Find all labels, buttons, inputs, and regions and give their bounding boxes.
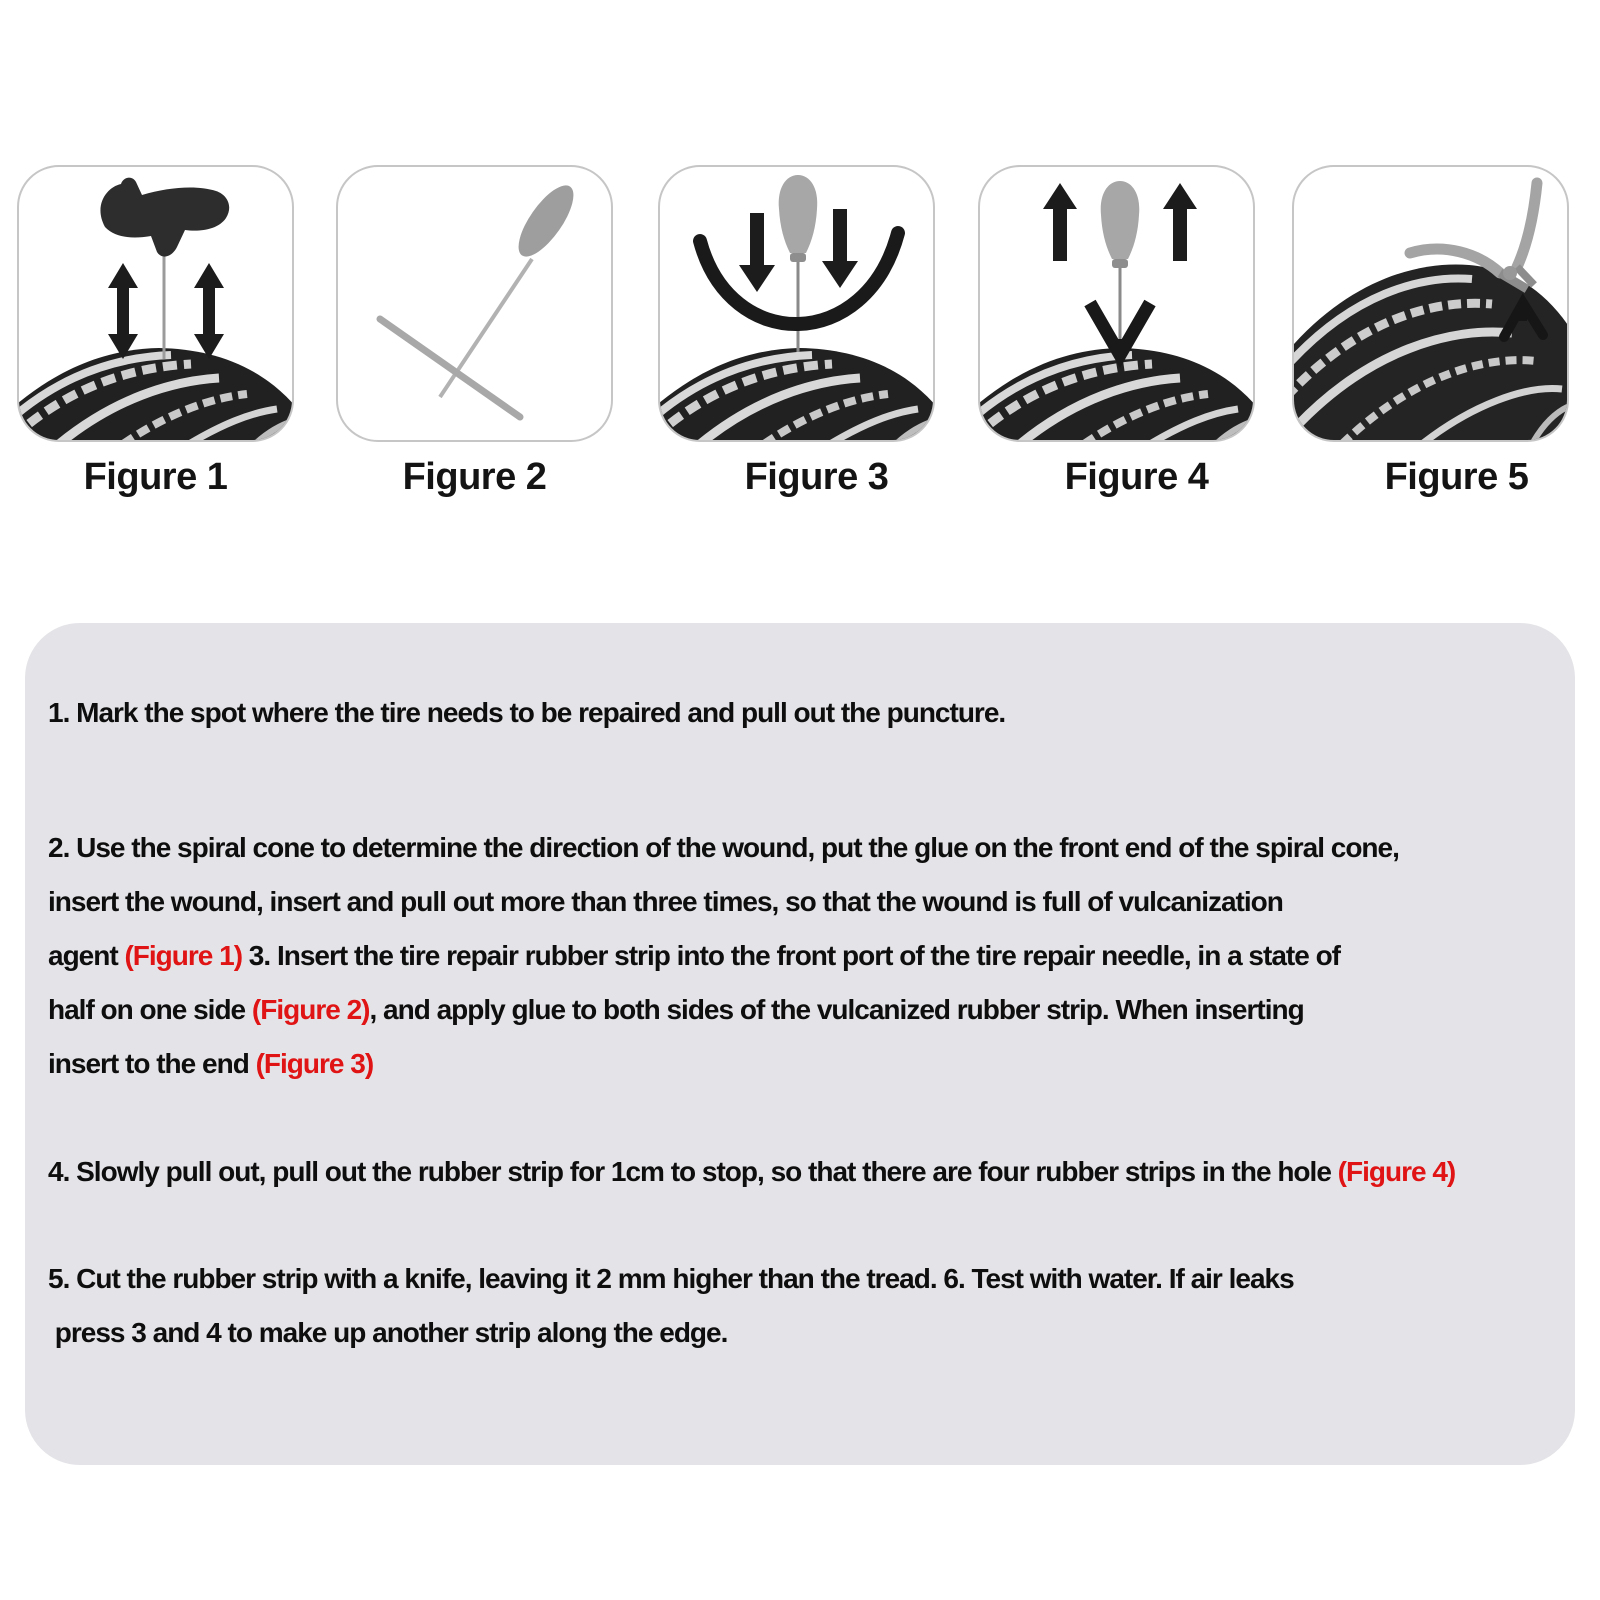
figure-2-caption: Figure 2 [402,456,547,498]
figure-5-illustration [1292,165,1569,442]
instruction-step-1 [48,686,1557,740]
text-segment: 3. Insert the tire repair rubber strip into the front port of the tire repair needle, in a state of [242,940,1341,971]
instruction-step-5-line-2 [48,1306,1557,1360]
figure-3-caption: Figure 3 [744,456,889,498]
instruction-step-3-line-3 [48,1037,1557,1091]
text-segment: 2. Use the spiral cone to determine the direction of the wound, put the glue on the front end of the spiral cone, [48,832,1399,863]
instruction-step-5-line-1 [48,1252,1557,1306]
trim-strip-pliers-icon [1294,167,1569,442]
instruction-step-3-line-2 [48,983,1557,1037]
figure-panel-5 [1292,165,1569,499]
text-segment: insert the wound, insert and pull out more than three times, so that the wound is full of vulcanization [48,886,1283,917]
pull-out-needle-icon [980,167,1255,442]
instruction-step-4 [48,1145,1557,1199]
figure-5-caption: Figure 5 [1384,456,1529,498]
figure-panel-2 [336,165,613,499]
text-segment: half on one side [48,994,252,1025]
text-segment: agent [48,940,125,971]
figure-1-reference: (Figure 1) [124,940,243,971]
figure-2-illustration [336,165,613,442]
figure-4-reference: (Figure 4) [1337,1156,1456,1187]
instruction-step-3-line-1 [48,929,1557,983]
text-segment: 1. Mark the spot where the tire needs to be repaired and pull out the puncture. [48,697,1006,728]
text-segment: , and apply glue to both sides of the vulcanized rubber strip. When inserting [369,994,1304,1025]
text-segment: press 3 and 4 to make up another strip along the edge. [48,1317,728,1348]
plunge-repair-tool-icon [19,167,294,442]
figure-4-caption: Figure 4 [1064,456,1209,498]
figure-2-reference: (Figure 2) [251,994,370,1025]
instruction-step-2-line-1 [48,821,1557,875]
figure-1-caption: Figure 1 [83,456,228,498]
figure-4-illustration [978,165,1255,442]
text-segment: 5. Cut the rubber strip with a knife, leaving it 2 mm higher than the tread. 6. Test with water. If air leaks [48,1263,1294,1294]
text-segment: insert to the end [48,1048,256,1079]
figure-panel-1 [17,165,294,499]
figure-3-reference: (Figure 3) [255,1048,374,1079]
instructions-box [25,623,1575,1465]
instruction-step-2-line-2 [48,875,1557,929]
figure-panel-3 [658,165,935,499]
figure-3-illustration [658,165,935,442]
spiral-cone-tool-icon [338,167,613,442]
insert-rubber-strip-icon [660,167,935,442]
figure-panel-4 [978,165,1255,499]
figure-1-illustration [17,165,294,442]
text-segment: 4. Slowly pull out, pull out the rubber strip for 1cm to stop, so that there are four rubber strips in the hole [48,1156,1338,1187]
